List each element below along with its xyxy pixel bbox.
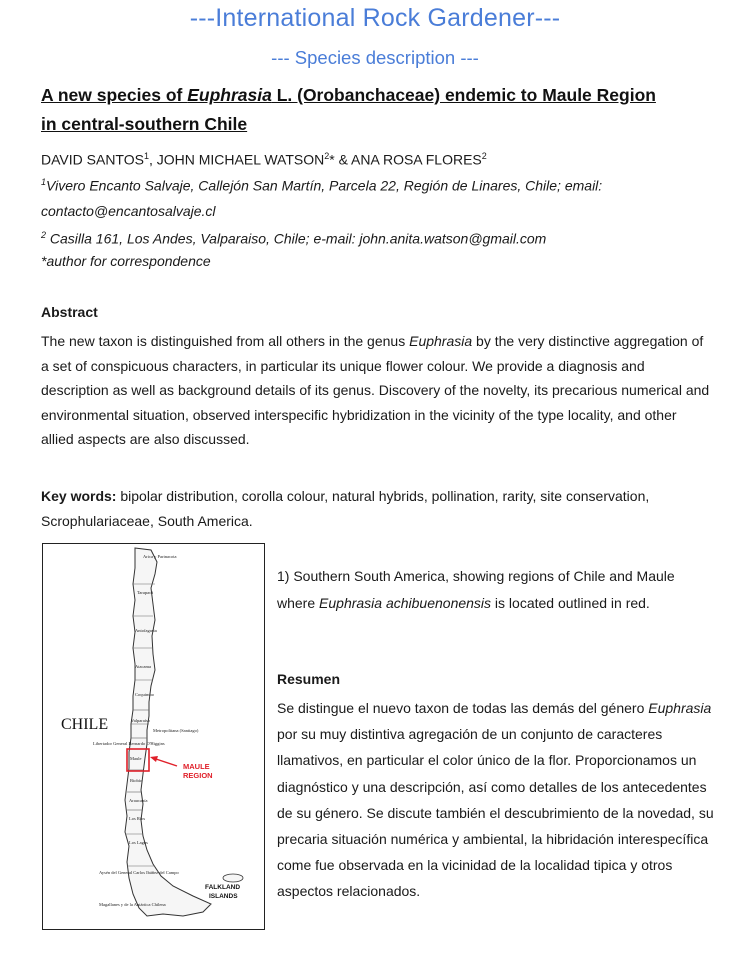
place-label: Arica y Parinacota [143,554,177,559]
affiliation-1-sup: 1 [41,177,47,187]
figure-caption [277,563,707,616]
title-text-pre: A new species of [41,85,188,105]
place-label: Araucanía [129,798,148,803]
abstract-body [41,329,711,452]
author-1: DAVID SANTOS [41,151,144,168]
title-text-post: L. (Orobanchaceae) endemic to Maule Region [271,85,656,105]
keywords-text: bipolar distribution, corolla colour, natural hybrids, pollination, rarity, site conservation, Scrophulariaceae, South America. [41,488,650,529]
place-label: Antofagasta [135,628,157,633]
author-2: , JOHN MICHAEL WATSON [148,151,325,168]
caption-text-post: is located outlined in red. [491,594,650,611]
place-label: Metropolitana (Santiago) [153,728,199,733]
map-islands-label-2: ISLANDS [209,893,238,900]
abstract-genus: Euphrasia [409,333,473,349]
place-label: Los Ríos [129,816,146,821]
keywords [41,484,711,534]
author-list [41,144,731,172]
journal-title: ---International Rock Gardener--- [189,4,561,32]
author-3-sup: 2 [481,151,487,161]
abstract-heading: Abstract [41,304,98,320]
caption-text-pre: 1) Southern South America, showing regions of Chile and Maule where [277,568,675,611]
correspondence-note: *author for correspondence [41,253,211,269]
place-label: Magallanes y de la Antártica Chilena [99,902,166,907]
resumen-text-post: por su muy distintiva agregación de un conjunto de caracteres llamativos, en particular el color único de la flor. Proporcionamos un diagnóstico y una descripción, así como detalles de los antecedentes de su género. Se discute también el descubrimiento de la novedad, su precaria situación numérica y ambiental, la hibridación interespecífica come fue observada en la vicinidad de la localidad tipica y otros aspectos relacionados. [277,726,714,900]
place-label: Los Lagos [129,840,148,845]
place-label: Biobío [130,778,143,783]
chile-map [43,544,264,929]
place-label: Valparaíso [131,718,150,723]
affiliation-2 [41,223,731,252]
section-subtitle: --- Species description --- [271,47,479,68]
place-label: Atacama [135,664,151,669]
resumen-heading: Resumen [277,671,341,687]
place-label: Aysén del General Carlos Ibáñez del Campo [99,870,179,875]
title-genus: Euphrasia [187,85,272,105]
place-label: Tarapacá [137,590,154,595]
abstract-text-post: by the very distinctive aggregation of a set of conspicuous characters, in particular its unique flower colour. We provide a diagnosis and description as well as background details of its genus. Discovery of the novelty, its precarious numerical and environmental situation, observed interspecific hybridization in the vicinity of the type locality, and other allied aspects are also discussed. [41,333,710,447]
resumen-genus: Euphrasia [648,700,712,716]
affiliation-1-email[interactable]: contacto@encantosalvaje.cl [41,202,216,219]
falkland-islands-shape [223,874,243,882]
author-1-sup: 1 [143,151,149,161]
title-line-2: in central-southern Chile [41,114,248,134]
resumen-body [277,695,717,905]
place-label: Libertador General Bernardo O'Higgins [93,741,165,746]
keywords-label: Key words: [41,488,117,504]
map-region-label-1: MAULE [183,762,210,771]
article-title [41,81,721,139]
map-region-label-2: REGION [183,771,213,780]
abstract-text-pre: The new taxon is distinguished from all others in the genus [41,333,410,349]
map-country-label: CHILE [61,716,109,733]
place-label: Coquimbo [135,692,155,697]
affiliation-1-line-1: Vivero Encanto Salvaje, Callejón San Martín, Parcela 22, Región de Linares, Chile; email: [46,177,603,194]
caption-species: Euphrasia achibuenonensis [319,594,492,611]
affiliation-2-text: Casilla 161, Los Andes, Valparaiso, Chile; e-mail: john.anita.watson@gmail.com [46,230,547,247]
resumen-text-pre: Se distingue el nuevo taxon de todas las demás del género [277,700,649,716]
map-figure [42,543,265,930]
maule-arrow-head [150,756,158,762]
author-2-sup: 2 [324,151,330,161]
map-islands-label-1: FALKLAND [205,884,241,891]
affiliation-2-sup: 2 [41,230,47,240]
author-3: * & ANA ROSA FLORES [329,151,482,168]
place-label: Maule [130,756,142,761]
affiliation-1 [41,170,731,224]
